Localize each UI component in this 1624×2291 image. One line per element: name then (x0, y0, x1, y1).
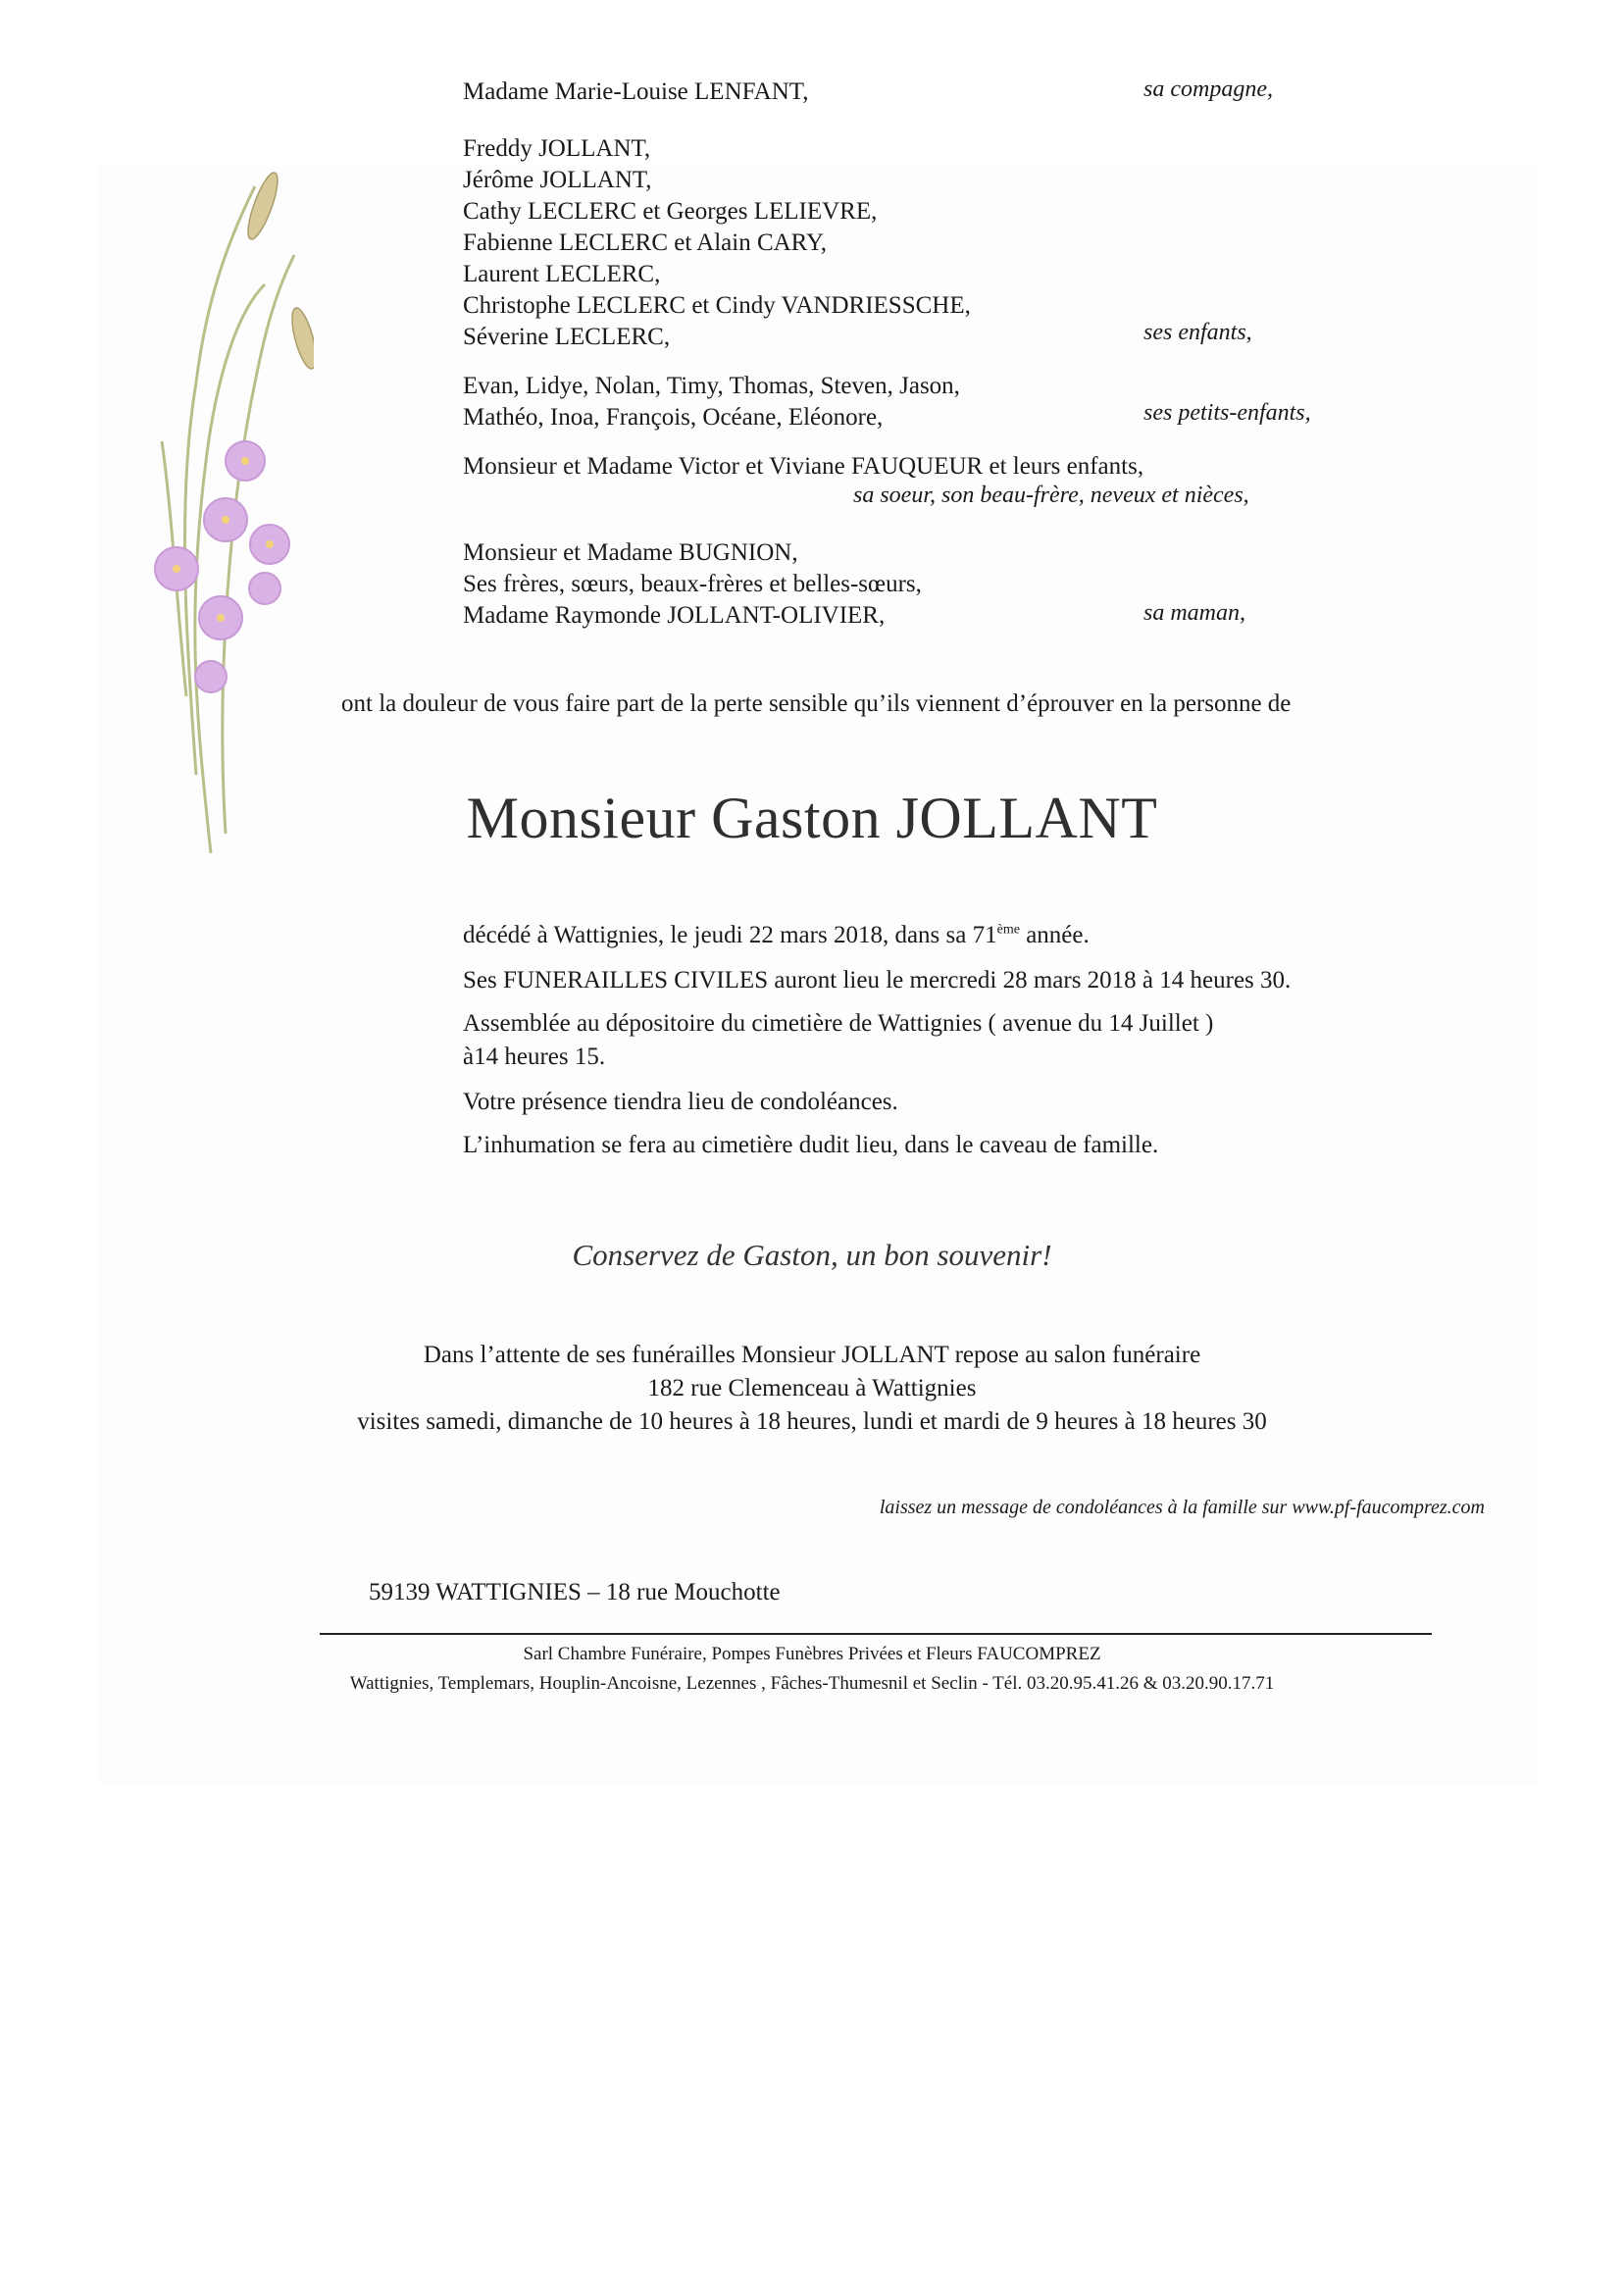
home-address: 59139 WATTIGNIES – 18 rue Mouchotte (369, 1579, 781, 1605)
funeral-home-locations: Wattignies, Templemars, Houplin-Ancoisne, Lezennes , Fâches-Thumesnil et Seclin - Tél. 03.20.95.41.26 & 03.20.90.17.71 (349, 1673, 1275, 1694)
condolence-message: laissez un message de condoléances à la famille sur www.pf-faucomprez.com (879, 1497, 1485, 1518)
assembly-line: Assemblée au dépositoire du cimetière de Wattignies ( avenue du 14 Juillet ) (463, 1010, 1214, 1037)
death-ordinal: ème (996, 922, 1020, 938)
visit-hours: visites samedi, dimanche de 10 heures à 18 heures, lundi et mardi de 9 heures à 18 heures 30 (357, 1408, 1267, 1435)
child-name: Christophe LECLERC et Cindy VANDRIESSCHE, (463, 292, 971, 319)
other-relative: Monsieur et Madame BUGNION, (463, 539, 798, 566)
sister-relation: sa soeur, son beau-frère, neveux et nièces, (853, 483, 1249, 508)
assembly-time: à14 heures 15. (463, 1044, 606, 1070)
death-line (463, 922, 1090, 949)
funeral-line: Ses FUNERAILLES CIVILES auront lieu le mercredi 28 mars 2018 à 14 heures 30. (463, 967, 1292, 993)
footer-divider (320, 1633, 1432, 1635)
children-relation: ses enfants, (1143, 320, 1252, 345)
visit-address: 182 rue Clemenceau à Wattignies (647, 1375, 977, 1401)
funeral-home-name: Sarl Chambre Funéraire, Pompes Funèbres Privées et Fleurs FAUCOMPREZ (523, 1644, 1101, 1664)
condolences-line: Votre présence tiendra lieu de condoléances. (463, 1089, 898, 1115)
grandchildren-line: Evan, Lidye, Nolan, Timy, Thomas, Steven, Jason, (463, 373, 960, 399)
child-name: Fabienne LECLERC et Alain CARY, (463, 229, 828, 256)
grandchildren-relation: ses petits-enfants, (1143, 400, 1311, 426)
deceased-name: Monsieur Gaston JOLLANT (466, 786, 1158, 850)
mother-name: Madame Raymonde JOLLANT-OLIVIER, (463, 602, 886, 629)
child-name: Séverine LECLERC, (463, 324, 671, 350)
death-text-end: année. (1019, 922, 1090, 948)
child-name: Freddy JOLLANT, (463, 135, 651, 162)
child-name: Laurent LECLERC, (463, 261, 661, 287)
companion-name: Madame Marie-Louise LENFANT, (463, 78, 809, 105)
sister-line: Monsieur et Madame Victor et Viviane FAUQUEUR et leurs enfants, (463, 453, 1144, 480)
child-name: Jérôme JOLLANT, (463, 167, 652, 193)
death-text: décédé à Wattignies, le jeudi 22 mars 2018, dans sa 71 (463, 922, 997, 948)
mother-relation: sa maman, (1143, 600, 1246, 626)
floral-illustration (118, 88, 314, 853)
intro-text: ont la douleur de vous faire part de la perte sensible qu’ils viennent d’éprouver en la personne de (341, 690, 1292, 717)
child-name: Cathy LECLERC et Georges LELIEVRE, (463, 198, 878, 225)
visit-line: Dans l’attente de ses funérailles Monsieur JOLLANT repose au salon funéraire (423, 1342, 1201, 1368)
grandchildren-line: Mathéo, Inoa, François, Océane, Eléonore, (463, 404, 884, 431)
companion-relation: sa compagne, (1143, 76, 1273, 102)
other-relative: Ses frères, sœurs, beaux-frères et belles-sœurs, (463, 571, 922, 597)
burial-line: L’inhumation se fera au cimetière dudit lieu, dans le caveau de famille. (463, 1132, 1159, 1158)
remembrance-script: Conservez de Gaston, un bon souvenir! (572, 1238, 1052, 1272)
